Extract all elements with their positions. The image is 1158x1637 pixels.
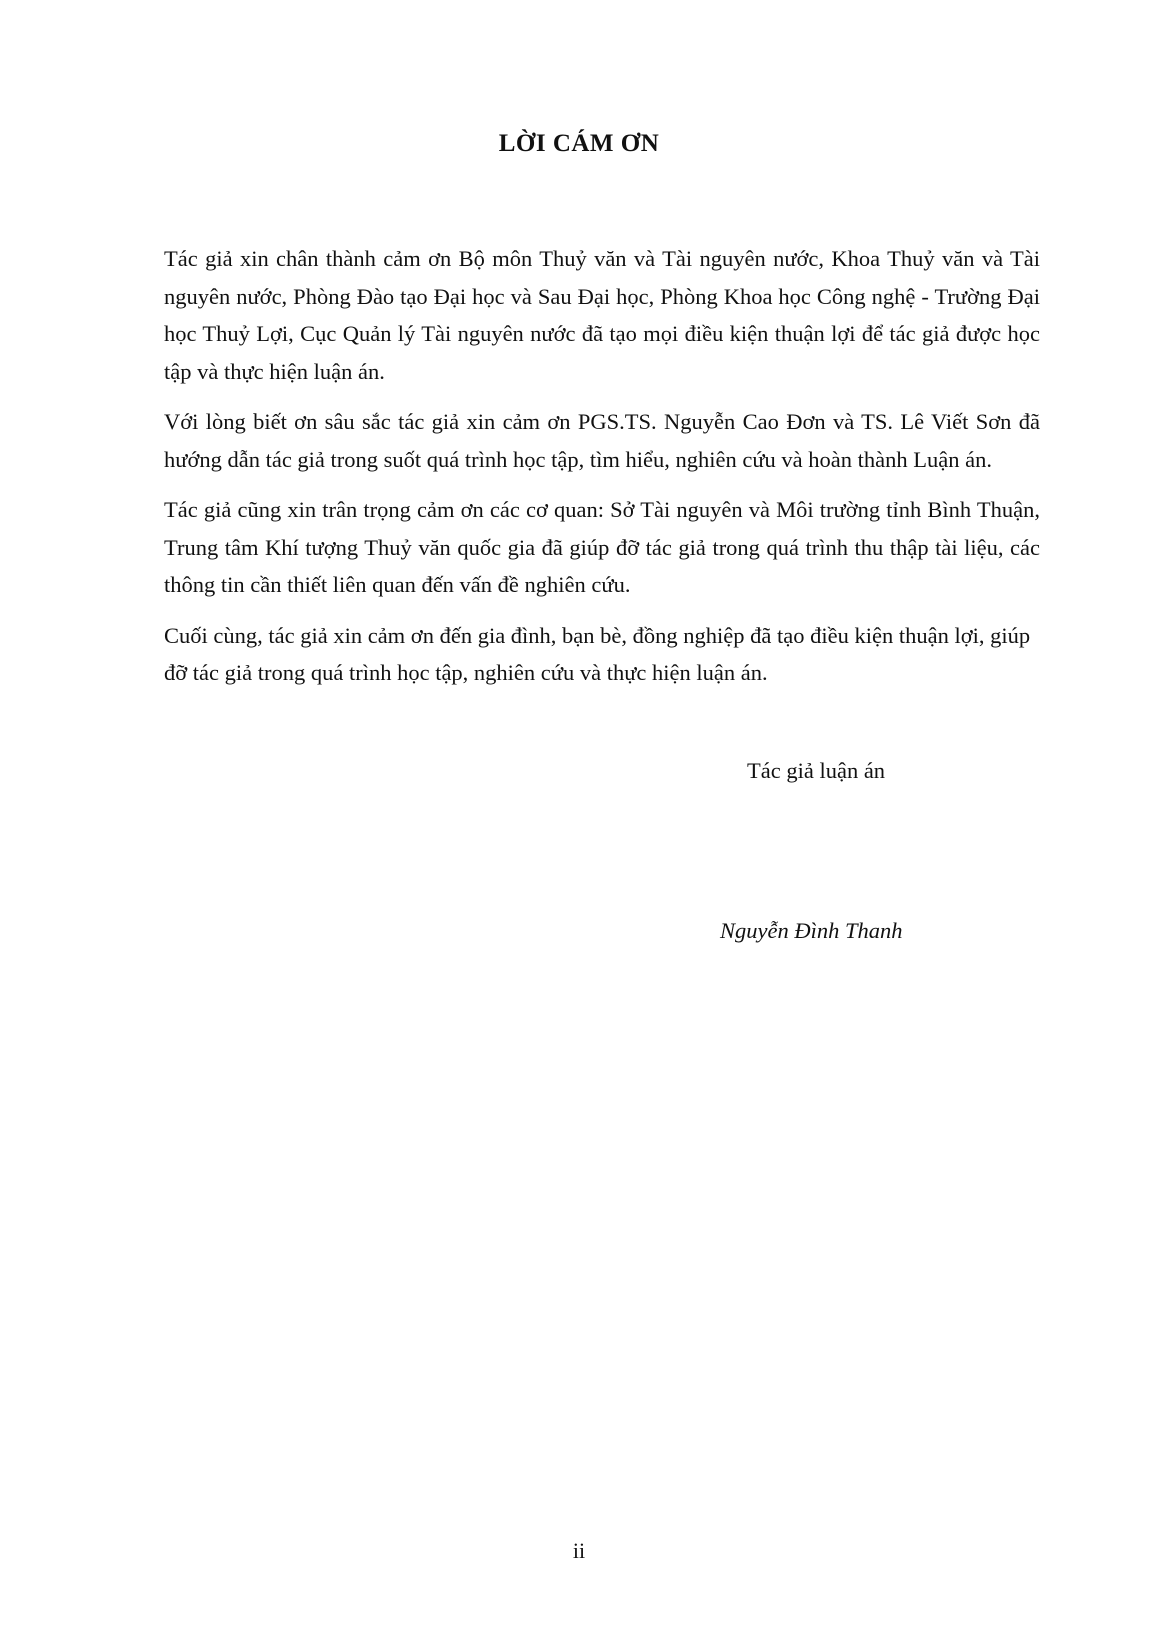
paragraph-3: Tác giả cũng xin trân trọng cảm ơn các cơ quan: Sở Tài nguyên và Môi trường tỉnh Bình Thuận, Trung tâm Khí tượng Thuỷ văn quốc gia đã giúp đỡ tác giả trong quá trình thu thập tài liệu, các thông tin cần thiết liên quan đến vấn đề nghiên cứu.: [164, 497, 1040, 597]
paragraph-1: Tác giả xin chân thành cảm ơn Bộ môn Thuỷ văn và Tài nguyên nước, Khoa Thuỷ văn và Tài nguyên nước, Phòng Đào tạo Đại học và Sau Đại học, Phòng Khoa học Công nghệ - Trường Đại học Thuỷ Lợi, Cục Quản lý Tài nguyên nước đã tạo mọi điều kiện thuận lợi để tác giả được học tập và thực hiện luận án.: [164, 246, 1040, 384]
acknowledgement-body: [164, 240, 1040, 705]
page-number: ii: [572, 1538, 586, 1563]
page-title: LỜI CÁM ƠN: [498, 130, 660, 157]
author-label: Tác giả luận án: [747, 758, 886, 783]
paragraph-2: Với lòng biết ơn sâu sắc tác giả xin cảm ơn PGS.TS. Nguyễn Cao Đơn và TS. Lê Viết Sơn đã hướng dẫn tác giả trong suốt quá trình học tập, tìm hiểu, nghiên cứu và hoàn thành Luận án.: [164, 409, 1040, 472]
paragraph-4: Cuối cùng, tác giả xin cảm ơn đến gia đình, bạn bè, đồng nghiệp đã tạo điều kiện thuận lợi, giúp đỡ tác giả trong quá trình học tập, nghiên cứu và thực hiện luận án.: [164, 622, 1031, 685]
author-name: Nguyễn Đình Thanh: [720, 918, 903, 943]
